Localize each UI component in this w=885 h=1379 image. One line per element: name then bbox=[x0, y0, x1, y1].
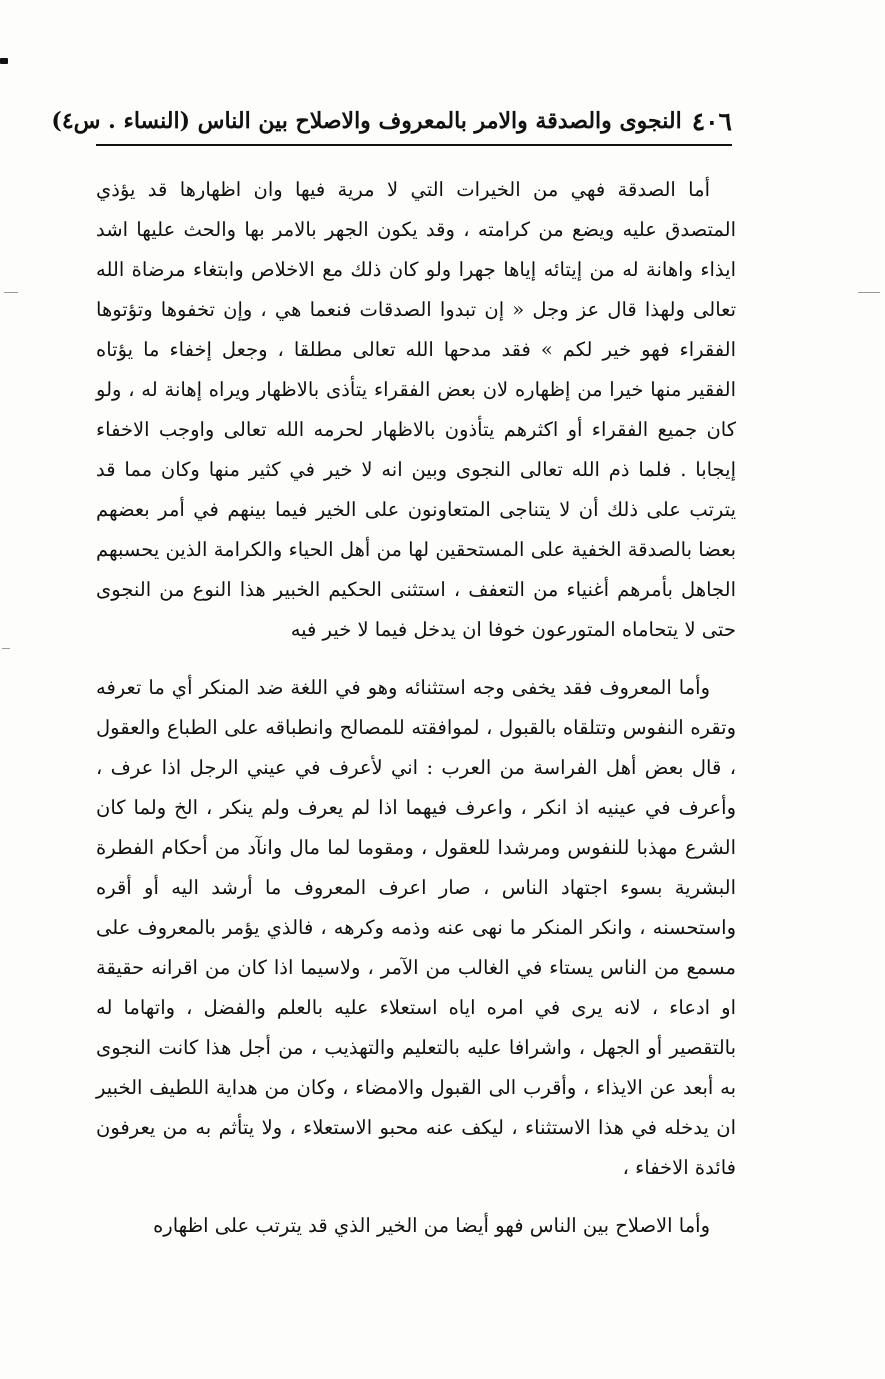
paragraph-good-deeds: وأما المعروف فقد يخفى وجه استثنائه وهو في اللغة ضد المنكر أي ما تعرفه وتقره النفوس وتتلقاه بالقبول ، لموافقته للمصالح وانطباقه على الطباع والعقول ، قال بعض أهل الفراسة من العرب : اني لأعرف في عيني الرجل اذا عرف ، وأعرف في عينيه اذ انكر ، واعرف فيهما اذا لم يعرف ولم ينكر ، الخ ولما كان الشرع مهذبا للنفوس ومرشدا للعقول ، ومقوما لما مال وانآد من أحكام الفطرة البشرية بسوء اجتهاد الناس ، صار اعرف المعروف ما أرشد اليه أو أقره واستحسنه ، وانكر المنكر ما نهى عنه وذمه وكرهه ، فالذي يؤمر بالمعروف على مسمع من الناس يستاء في الغالب من الآمر ، ولاسيما اذا كان من اقرانه حقيقة او ادعاء ، لانه يرى في امره اياه استعلاء عليه بالعلم والفضل ، واتهاما له بالتقصير أو الجهل ، واشرافا عليه بالتعليم والتهذيب ، من أجل هذا كانت النجوى به أبعد عن الايذاء ، وأقرب الى القبول والامضاء ، وكان من هداية اللطيف الخبير ان يدخله في هذا الاستثناء ، ليكف عنه محبو الاستعلاء ، ولا يتأثم به من يعرفون فائدة الاخفاء ، bbox=[96, 676, 736, 1179]
margin-mark bbox=[0, 58, 8, 64]
margin-tick bbox=[858, 292, 880, 293]
paragraph-reconciliation: وأما الاصلاح بين الناس فهو أيضا من الخير الذي قد يترتب على اظهاره bbox=[153, 1214, 710, 1237]
paragraph-charity: أما الصدقة فهي من الخيرات التي لا مرية فيها وان اظهارها قد يؤذي المتصدق عليه ويضع من كرامته ، وقد يكون الجهر بالامر بها والحث عليها اشد ايذاء واهانة له من إيتائه إياها جهرا ولو كان ذلك مع الاخلاص وابتغاء مرضاة الله تعالى ولهذا قال عز وجل « إن تبدوا الصدقات فنعما هي ، وإن تخفوها وتؤتوها الفقراء فهو خير لكم » فقد مدحها الله تعالى مطلقا ، وجعل إخفاء ما يؤتاه الفقير منها خيرا من إظهاره لان بعض الفقراء يتأذى بالاظهار ويراه إهانة له ، ولو كان جميع الفقراء أو اكثرهم يتأذون بالاظهار لحرمه الله تعالى واوجب الاخفاء إيجابا . فلما ذم الله تعالى النجوى وبين انه لا خير في كثير منها وكان مما قد يترتب على ذلك أن لا يتناجى المتعاونون على الخير فيما بينهم في أمر بعضهم بعضا بالصدقة الخفية على المستحقين لها من أهل الحياء والكرامة الذين يحسبهم الجاهل بأمرهم أغنياء من التعفف ، استثنى الحكيم الخبير هذا النوع من النجوى حتى لا يتحاماه المتورعون خوفا ان يدخل فيما لا خير فيه bbox=[96, 178, 736, 641]
margin-tick bbox=[4, 292, 18, 293]
chapter-title: النجوى والصدقة والامر بالمعروف والاصلاح بين الناس (النساء . س٤) bbox=[51, 108, 682, 134]
running-header bbox=[51, 98, 732, 146]
margin-tick bbox=[2, 648, 10, 649]
page-number: ٤٠٦ bbox=[691, 106, 732, 136]
body-text bbox=[96, 170, 736, 1246]
